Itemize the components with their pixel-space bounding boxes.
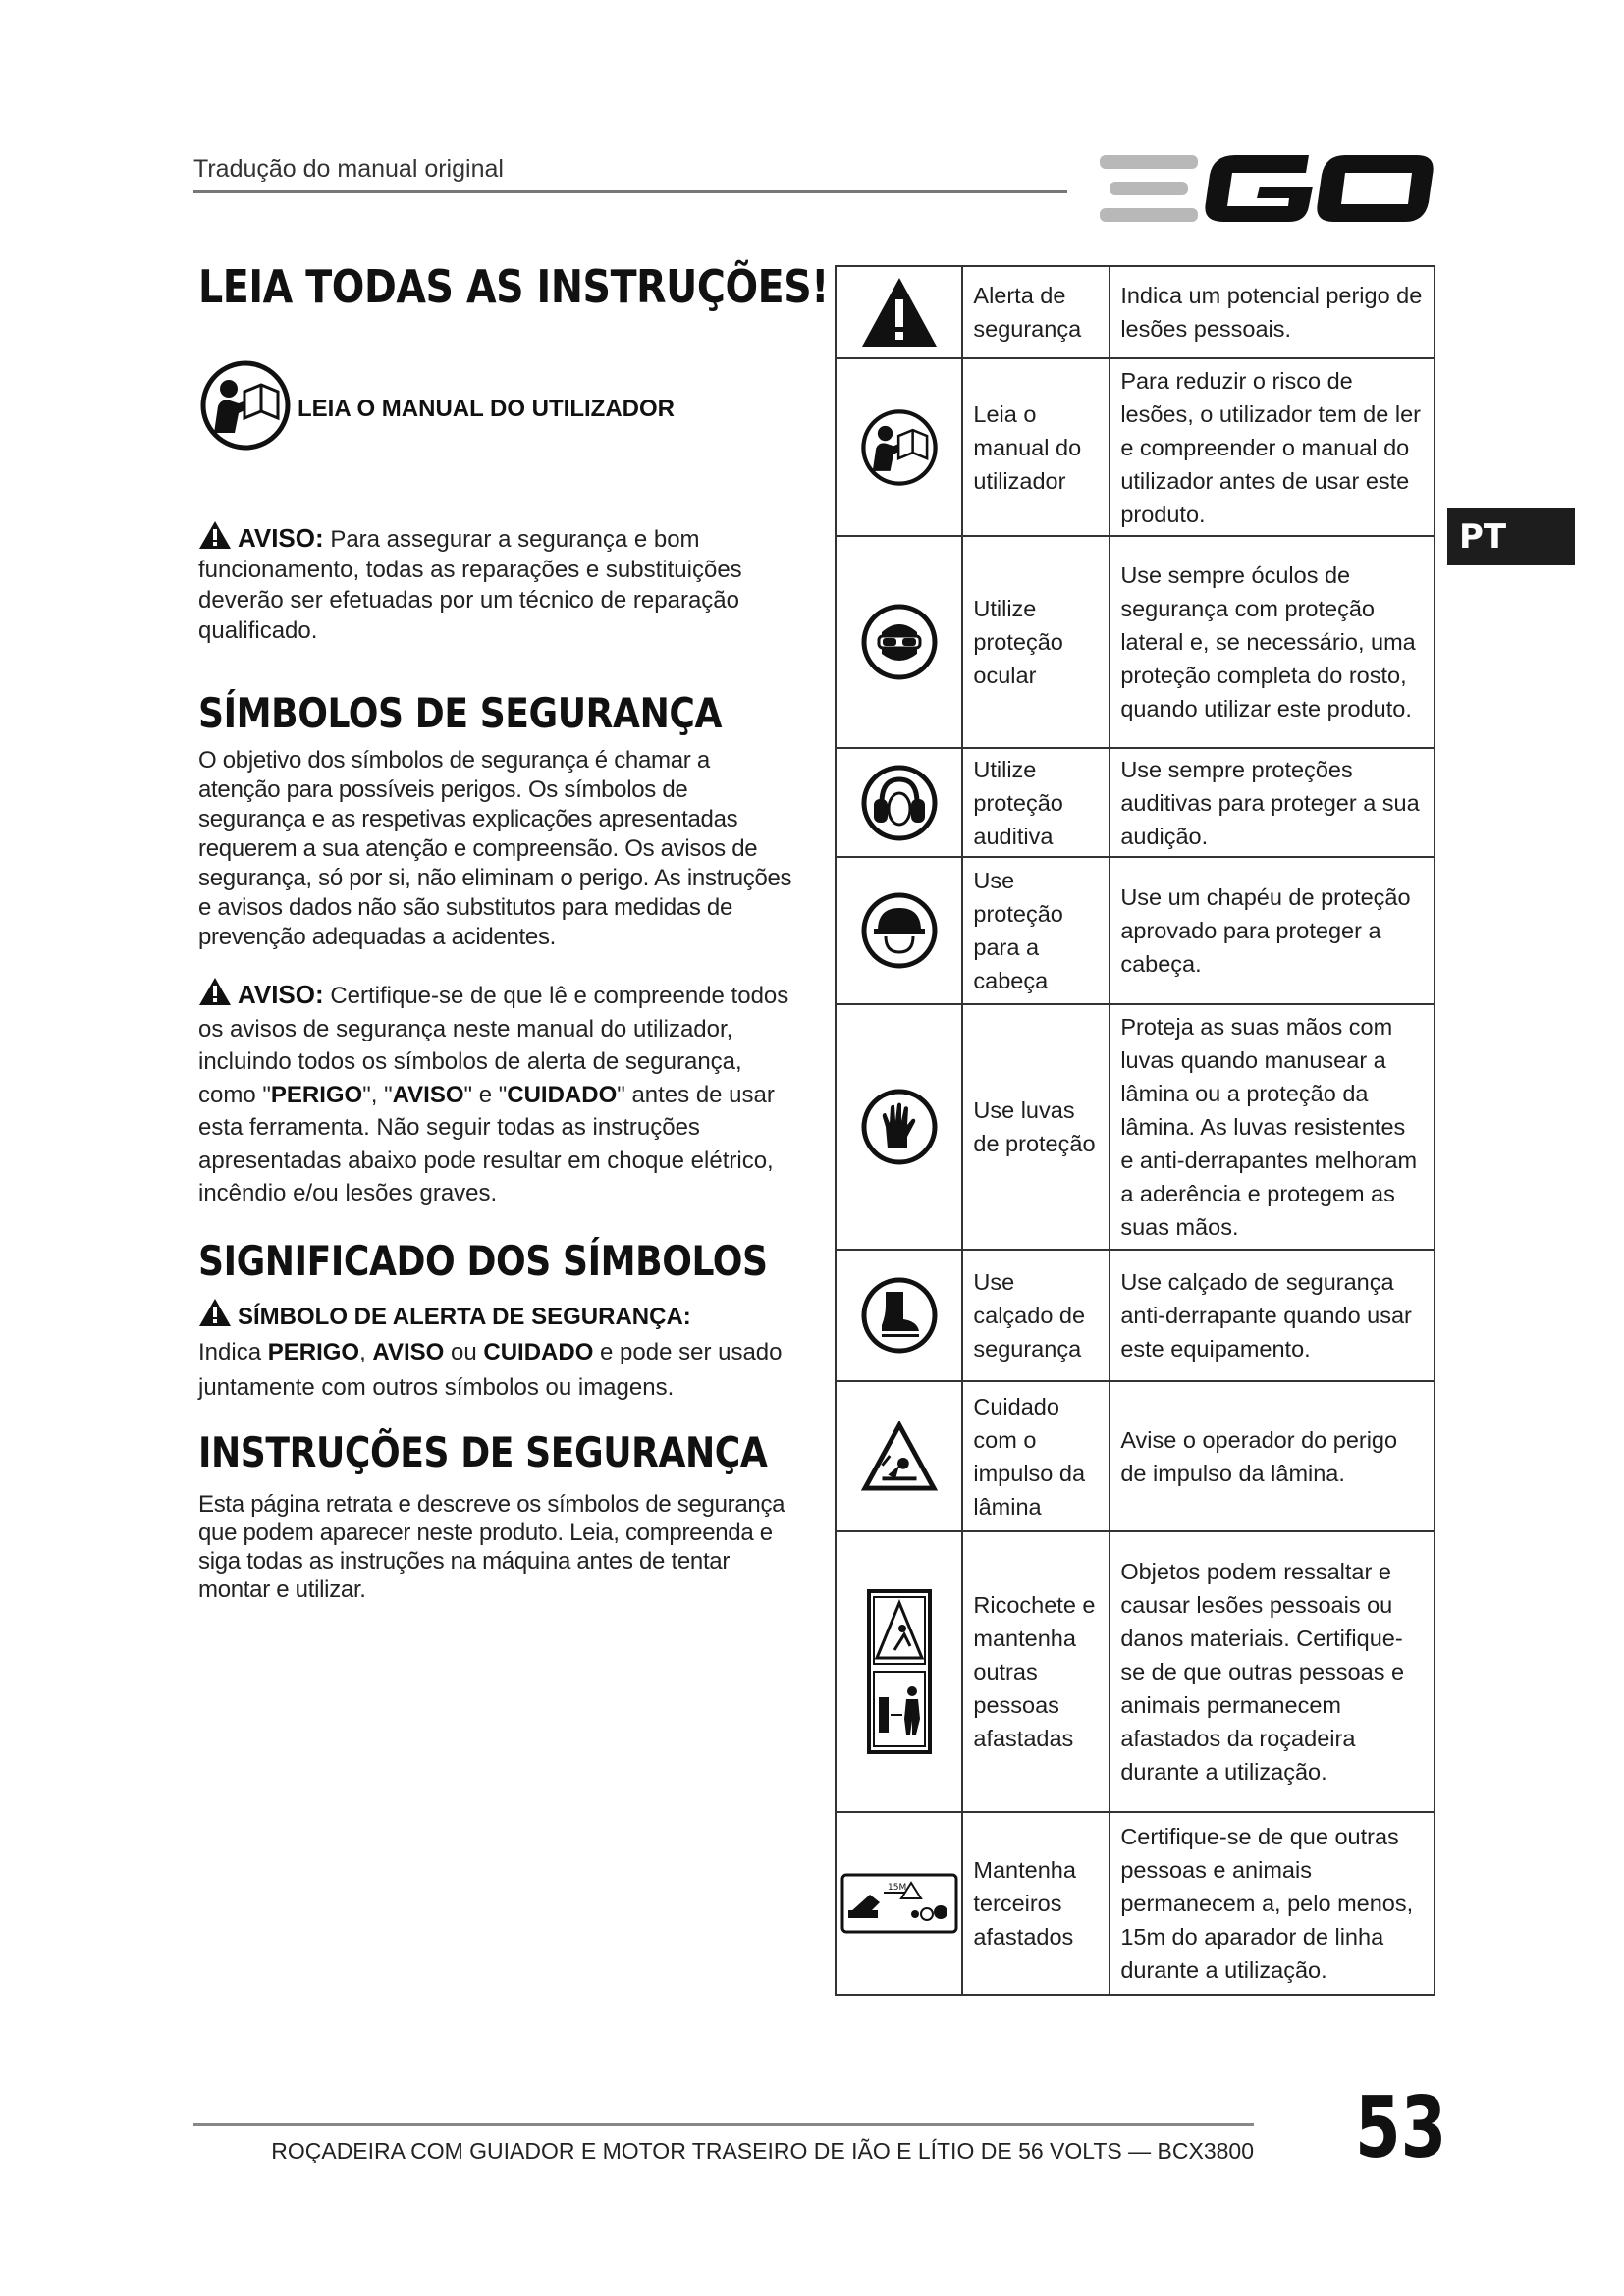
warning-triangle-icon (198, 977, 232, 1006)
separator: ", " (362, 1081, 393, 1108)
language-tab: PT (1447, 508, 1575, 565)
icon-cell (836, 748, 962, 857)
heading-safety-symbols: SÍMBOLOS DE SEGURANÇA (198, 689, 722, 737)
symbol-description: Use sempre proteções auditivas para proteger a sua audição. (1110, 748, 1435, 857)
boots-icon (860, 1276, 939, 1355)
icon-cell (836, 266, 962, 358)
warning-triangle-icon (198, 520, 232, 550)
ego-logo-icon (1098, 145, 1436, 234)
table-row (836, 358, 1435, 536)
heading-symbol-meaning: SIGNIFICADO DOS SÍMBOLOS (198, 1237, 768, 1285)
heading-safety-instructions: INSTRUÇÕES DE SEGURANÇA (198, 1428, 768, 1476)
symbol-name: Ricochete e mantenha outras pessoas afastadas (962, 1531, 1110, 1812)
symbol-name: Mantenha terceiros afastados (962, 1812, 1110, 1995)
icon-cell (836, 1250, 962, 1381)
heading-read-all: LEIA TODAS AS INSTRUÇÕES! (198, 260, 829, 313)
alert-symbol-label: SÍMBOLO DE ALERTA DE SEGURANÇA: (238, 1304, 691, 1330)
symbol-description: Use um chapéu de proteção aprovado para proteger a cabeça. (1110, 857, 1435, 1004)
keyword-perigo: PERIGO (270, 1081, 363, 1108)
symbol-description: Indica um potencial perigo de lesões pessoais. (1110, 266, 1435, 358)
symbol-name: Cuidado com o impulso da lâmina (962, 1381, 1110, 1531)
distance-label: 15M (887, 1883, 906, 1893)
symbol-name: Leia o manual do utilizador (962, 358, 1110, 536)
icon-cell (836, 1531, 962, 1812)
symbol-name: Utilize proteção auditiva (962, 748, 1110, 857)
symbol-description: Use calçado de segurança anti-derrapante quando usar este equipamento. (1110, 1250, 1435, 1381)
warning-repairs (198, 520, 797, 646)
keyword-perigo: PERIGO (267, 1339, 360, 1365)
head-protection-icon (860, 891, 939, 970)
keyword-cuidado: CUIDADO (507, 1081, 618, 1108)
eye-protection-icon (860, 603, 939, 681)
alert-text-post: e pode ser usado juntamente com outros símbolos ou imagens. (198, 1339, 783, 1401)
table-row (836, 266, 1435, 358)
footer-rule (193, 2123, 1254, 2126)
read-manual-label: LEIA O MANUAL DO UTILIZADOR (298, 396, 675, 422)
gloves-icon (860, 1088, 939, 1166)
table-row (836, 1531, 1435, 1812)
document-subtitle: Tradução do manual original (193, 155, 504, 183)
table-row (836, 1812, 1435, 1995)
table-row (836, 536, 1435, 748)
icon-cell (836, 536, 962, 748)
alert-text-pre: Indica (198, 1339, 268, 1365)
table-row (836, 1250, 1435, 1381)
symbol-name: Utilize proteção ocular (962, 536, 1110, 748)
separator: , (359, 1339, 373, 1365)
blade-thrust-icon (861, 1421, 938, 1492)
symbol-name: Use calçado de segurança (962, 1250, 1110, 1381)
keyword-cuidado: CUIDADO (483, 1339, 594, 1365)
keyword-aviso: AVISO (392, 1081, 464, 1108)
warning-label: AVISO: (238, 980, 324, 1009)
warning-triangle-icon (198, 1298, 232, 1327)
footer-product-title: ROÇADEIRA COM GUIADOR E MOTOR TRASEIRO DE IÃO E LÍTIO DE 56 VOLTS — BCX3800 (271, 2138, 1254, 2163)
table-row (836, 857, 1435, 1004)
symbol-description: Use sempre óculos de segurança com proteção lateral e, se necessário, uma proteção completa do rosto, quando utilizar este produto. (1110, 536, 1435, 748)
read-manual-icon (199, 359, 292, 452)
header-rule (193, 190, 1067, 193)
warning-text-part2: " antes de usar esta ferramenta. Não seguir todas as instruções apresentadas abaixo pode resultar em choque elétrico, incêndio e/ou lesões graves. (198, 1081, 775, 1206)
alert-symbol-definition (198, 1298, 797, 1406)
table-row (836, 1004, 1435, 1250)
keyword-aviso: AVISO (372, 1339, 445, 1365)
separator: ou (444, 1339, 484, 1365)
warning-label: AVISO: (238, 523, 324, 553)
keep-bystanders-away-icon (840, 1873, 958, 1934)
symbol-name: Alerta de segurança (962, 266, 1110, 358)
symbol-description: Certifique-se de que outras pessoas e animais permanecem a, pelo menos, 15m do aparador de linha durante a utilização. (1110, 1812, 1435, 1995)
symbol-name: Use luvas de proteção (962, 1004, 1110, 1250)
separator: " e " (463, 1081, 508, 1108)
icon-cell (836, 1004, 962, 1250)
safety-symbols-paragraph: O objetivo dos símbolos de segurança é chamar a atenção para possíveis perigos. Os símbolos de segurança e as respetivas explicações apresentadas requerem a sua atenção e compreensão. Os avisos de segurança, só por si, não eliminam o perigo. As instruções e avisos dados não são substitutos para medidas de prevenção adequadas a acidentes. (198, 747, 792, 950)
read-manual-icon (860, 408, 939, 487)
icon-cell (836, 1812, 962, 1995)
icon-cell (836, 1381, 962, 1531)
hearing-protection-icon (860, 764, 939, 842)
page-number: 53 (1355, 2079, 1447, 2177)
safety-symbols-table (835, 265, 1435, 1996)
warning-read-all (198, 977, 797, 1210)
safety-instructions-paragraph: Esta página retrata e descreve os símbolos de segurança que podem aparecer neste produto. Leia, compreenda e siga todas as instruções na máquina antes de tentar montar e utilizar. (198, 1491, 785, 1603)
icon-cell (836, 358, 962, 536)
safety-alert-icon (860, 276, 939, 348)
warning-text: Para assegurar a segurança e bom funcionamento, todas as reparações e substituições deverão ser efetuadas por um técnico de reparação qualificado. (198, 526, 742, 644)
warning-text-part1: Certifique-se de que lê e compreende todos os avisos de segurança neste manual do utilizador, incluindo todos os símbolos de alerta de segurança, como " (198, 983, 789, 1108)
table-row (836, 1381, 1435, 1531)
symbol-description: Para reduzir o risco de lesões, o utilizador tem de ler e compreender o manual do utilizador antes de usar este produto. (1110, 358, 1435, 536)
symbol-description: Proteja as suas mãos com luvas quando manusear a lâmina ou a proteção da lâmina. As luvas resistentes e anti-derrapantes melhoram a aderência e protegem as suas mãos. (1110, 1004, 1435, 1250)
icon-cell (836, 857, 962, 1004)
ego-logo (1098, 145, 1436, 234)
symbol-name: Use proteção para a cabeça (962, 857, 1110, 1004)
table-row (836, 748, 1435, 857)
symbol-description: Objetos podem ressaltar e causar lesões pessoais ou danos materiais. Certifique-se de que outras pessoas e animais permanecem afastados da roçadeira durante a utilização. (1110, 1531, 1435, 1812)
symbol-description: Avise o operador do perigo de impulso da lâmina. (1110, 1381, 1435, 1531)
ricochet-icon (867, 1589, 932, 1754)
